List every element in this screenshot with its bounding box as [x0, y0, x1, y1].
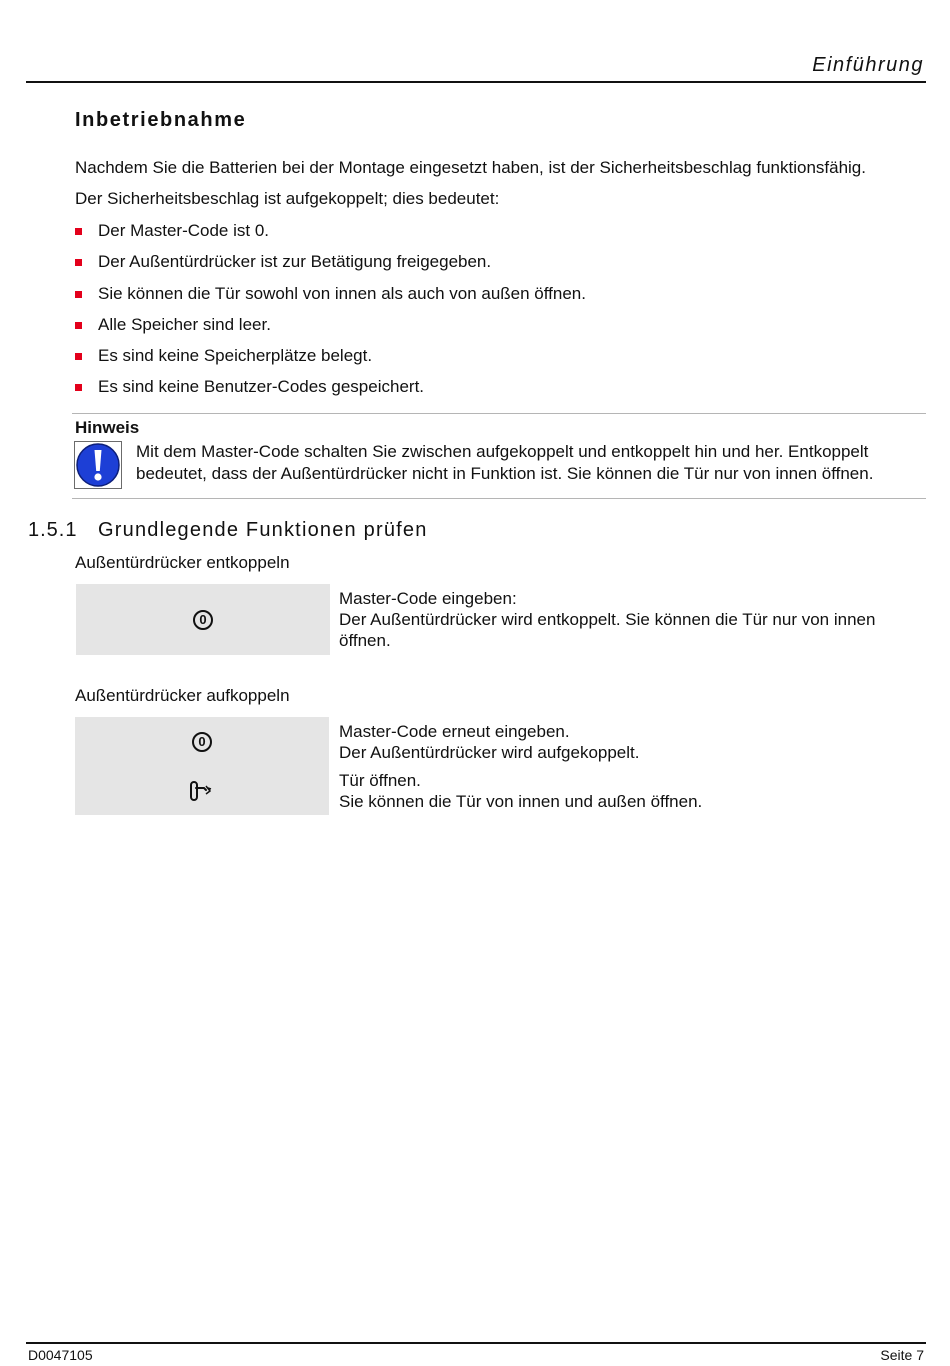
list-item: Der Master-Code ist 0.	[75, 220, 586, 251]
header-title: Einführung	[812, 54, 924, 76]
key-zero-icon: 0	[192, 732, 212, 752]
procedure-title-couple: Außentürdrücker aufkoppeln	[75, 686, 290, 705]
bullet-square-icon	[75, 228, 82, 235]
note-divider-bottom	[72, 498, 926, 499]
list-item: Alle Speicher sind leer.	[75, 314, 586, 345]
step-instruction: Tür öffnen.	[339, 771, 421, 790]
procedure-step	[339, 588, 919, 651]
step-result: Sie können die Tür von innen und außen öffnen.	[339, 792, 703, 811]
bullet-list	[75, 220, 586, 408]
procedure-step	[339, 770, 919, 812]
header-rule	[26, 81, 926, 83]
note-title: Hinweis	[75, 418, 140, 437]
bullet-square-icon	[75, 353, 82, 360]
exclamation-icon	[74, 441, 122, 489]
step-result: Der Außentürdrücker wird entkoppelt. Sie können die Tür nur von innen öffnen.	[339, 610, 876, 650]
list-item: Es sind keine Speicherplätze belegt.	[75, 345, 586, 376]
list-item: Sie können die Tür sowohl von innen als auch von außen öffnen.	[75, 283, 586, 314]
procedure-title-decouple: Außentürdrücker entkoppeln	[75, 553, 290, 572]
key-zero-icon: 0	[193, 610, 213, 630]
subsection-title: Grundlegende Funktionen prüfen	[98, 519, 428, 541]
note-text: Mit dem Master-Code schalten Sie zwischen aufgekoppelt und entkoppelt hin und her. Entkoppelt bedeutet, dass der Außentürdrücker nicht in Funktion ist. Sie können die Tür nur von innen öffnen.	[136, 442, 874, 483]
document-id: D0047105	[28, 1347, 93, 1363]
list-item: Der Außentürdrücker ist zur Betätigung freigegeben.	[75, 251, 586, 282]
procedure-icon-panel	[76, 584, 330, 655]
procedure-step	[339, 721, 919, 763]
step-result: Der Außentürdrücker wird aufgekoppelt.	[339, 743, 640, 762]
step-instruction: Master-Code eingeben:	[339, 589, 517, 608]
bullet-square-icon	[75, 384, 82, 391]
door-handle-icon	[189, 780, 213, 802]
bullet-square-icon	[75, 322, 82, 329]
procedure-icon-panel	[75, 717, 329, 815]
intro-paragraph: Nachdem Sie die Batterien bei der Montage eingesetzt haben, ist der Sicherheitsbeschlag funktionsfähig.	[75, 158, 866, 177]
bullet-square-icon	[75, 259, 82, 266]
list-item: Es sind keine Benutzer-Codes gespeichert.	[75, 376, 586, 407]
subsection-number: 1.5.1	[28, 519, 78, 541]
page-number: Seite 7	[880, 1347, 924, 1363]
section-title: Inbetriebnahme	[75, 109, 247, 131]
bullet-square-icon	[75, 291, 82, 298]
step-instruction: Master-Code erneut eingeben.	[339, 722, 570, 741]
note-divider-top	[72, 413, 926, 414]
footer-rule	[26, 1342, 926, 1344]
lead-paragraph: Der Sicherheitsbeschlag ist aufgekoppelt; dies bedeutet:	[75, 189, 500, 208]
